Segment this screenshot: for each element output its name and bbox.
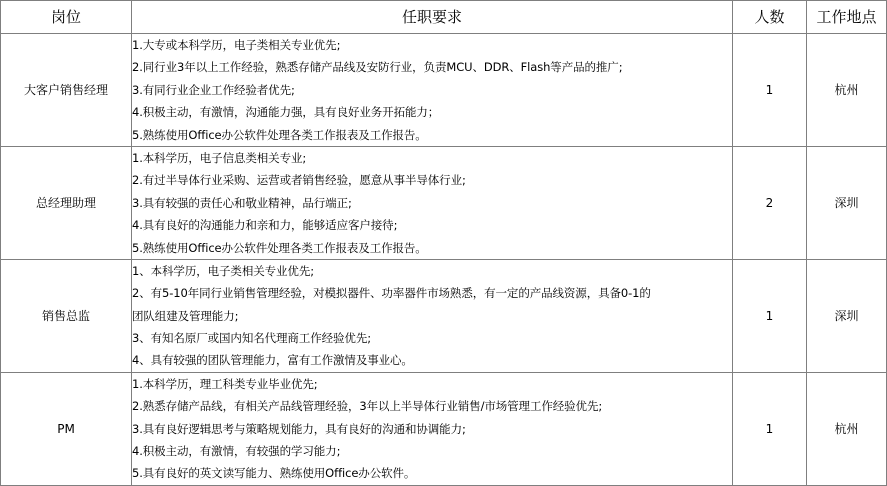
location-cell: 杭州 xyxy=(807,372,887,485)
table-row xyxy=(1,146,887,259)
table-row xyxy=(1,372,887,485)
header-row xyxy=(1,1,887,34)
count-cell: 1 xyxy=(733,259,807,372)
header-count: 人数 xyxy=(733,1,807,34)
requirement-line: 3.具有较强的责任心和敬业精神，品行端正; xyxy=(132,195,352,210)
requirements-cell xyxy=(132,34,733,147)
location-cell: 深圳 xyxy=(807,259,887,372)
table-row xyxy=(1,34,887,147)
requirement-line: 团队组建及管理能力; xyxy=(132,308,239,323)
position-cell: PM xyxy=(1,372,132,485)
header-requirements: 任职要求 xyxy=(132,1,733,34)
requirement-line: 2.同行业3年以上工作经验，熟悉存储产品线及安防行业，负责MCU、DDR、Flash等产品的推广; xyxy=(132,60,623,75)
requirement-line: 3.具有良好逻辑思考与策略规划能力，具有良好的沟通和协调能力; xyxy=(132,421,466,436)
requirement-line: 2.有过半导体行业采购、运营或者销售经验，愿意从事半导体行业; xyxy=(132,173,466,188)
requirement-line: 5.具有良好的英文读写能力、熟练使用Office办公软件。 xyxy=(132,466,416,481)
requirement-line: 1.本科学历，理工科类专业毕业优先; xyxy=(132,376,318,391)
count-cell: 1 xyxy=(733,34,807,147)
location-cell: 深圳 xyxy=(807,146,887,259)
requirement-line: 2、有5-10年同行业销售管理经验，对模拟器件、功率器件市场熟悉，有一定的产品线资源，具备0-1的 xyxy=(132,286,651,301)
requirements-cell xyxy=(132,372,733,485)
requirement-line: 4、具有较强的团队管理能力，富有工作激情及事业心。 xyxy=(132,353,413,368)
position-cell: 总经理助理 xyxy=(1,146,132,259)
requirement-line: 4.积极主动，有激情，有较强的学习能力; xyxy=(132,444,341,459)
requirement-line: 2.熟悉存储产品线，有相关产品线管理经验，3年以上半导体行业销售/市场管理工作经验优先; xyxy=(132,399,603,414)
requirement-line: 1.本科学历，电子信息类相关专业; xyxy=(132,150,307,165)
requirement-line: 3、有知名原厂或国内知名代理商工作经验优先; xyxy=(132,331,371,346)
requirement-line: 4.具有良好的沟通能力和亲和力，能够适应客户接待; xyxy=(132,218,398,233)
requirement-line: 1、本科学历，电子类相关专业优先; xyxy=(132,263,314,278)
requirement-line: 1.大专或本科学历，电子类相关专业优先; xyxy=(132,38,341,52)
table-row xyxy=(1,259,887,372)
requirement-line: 4.积极主动，有激情，沟通能力强，具有良好业务开拓能力； xyxy=(132,105,440,120)
location-cell: 杭州 xyxy=(807,34,887,147)
position-cell: 大客户销售经理 xyxy=(1,34,132,147)
position-cell: 销售总监 xyxy=(1,259,132,372)
requirement-line: 5.熟练使用Office办公软件处理各类工作报表及工作报告。 xyxy=(132,127,427,142)
count-cell: 1 xyxy=(733,372,807,485)
header-position: 岗位 xyxy=(1,1,132,34)
count-cell: 2 xyxy=(733,146,807,259)
header-location: 工作地点 xyxy=(807,1,887,34)
requirements-cell xyxy=(132,259,733,372)
requirement-line: 3.有同行业企业工作经验者优先; xyxy=(132,82,295,97)
requirement-line: 5.熟练使用Office办公软件处理各类工作报表及工作报告。 xyxy=(132,240,427,255)
requirements-cell xyxy=(132,146,733,259)
